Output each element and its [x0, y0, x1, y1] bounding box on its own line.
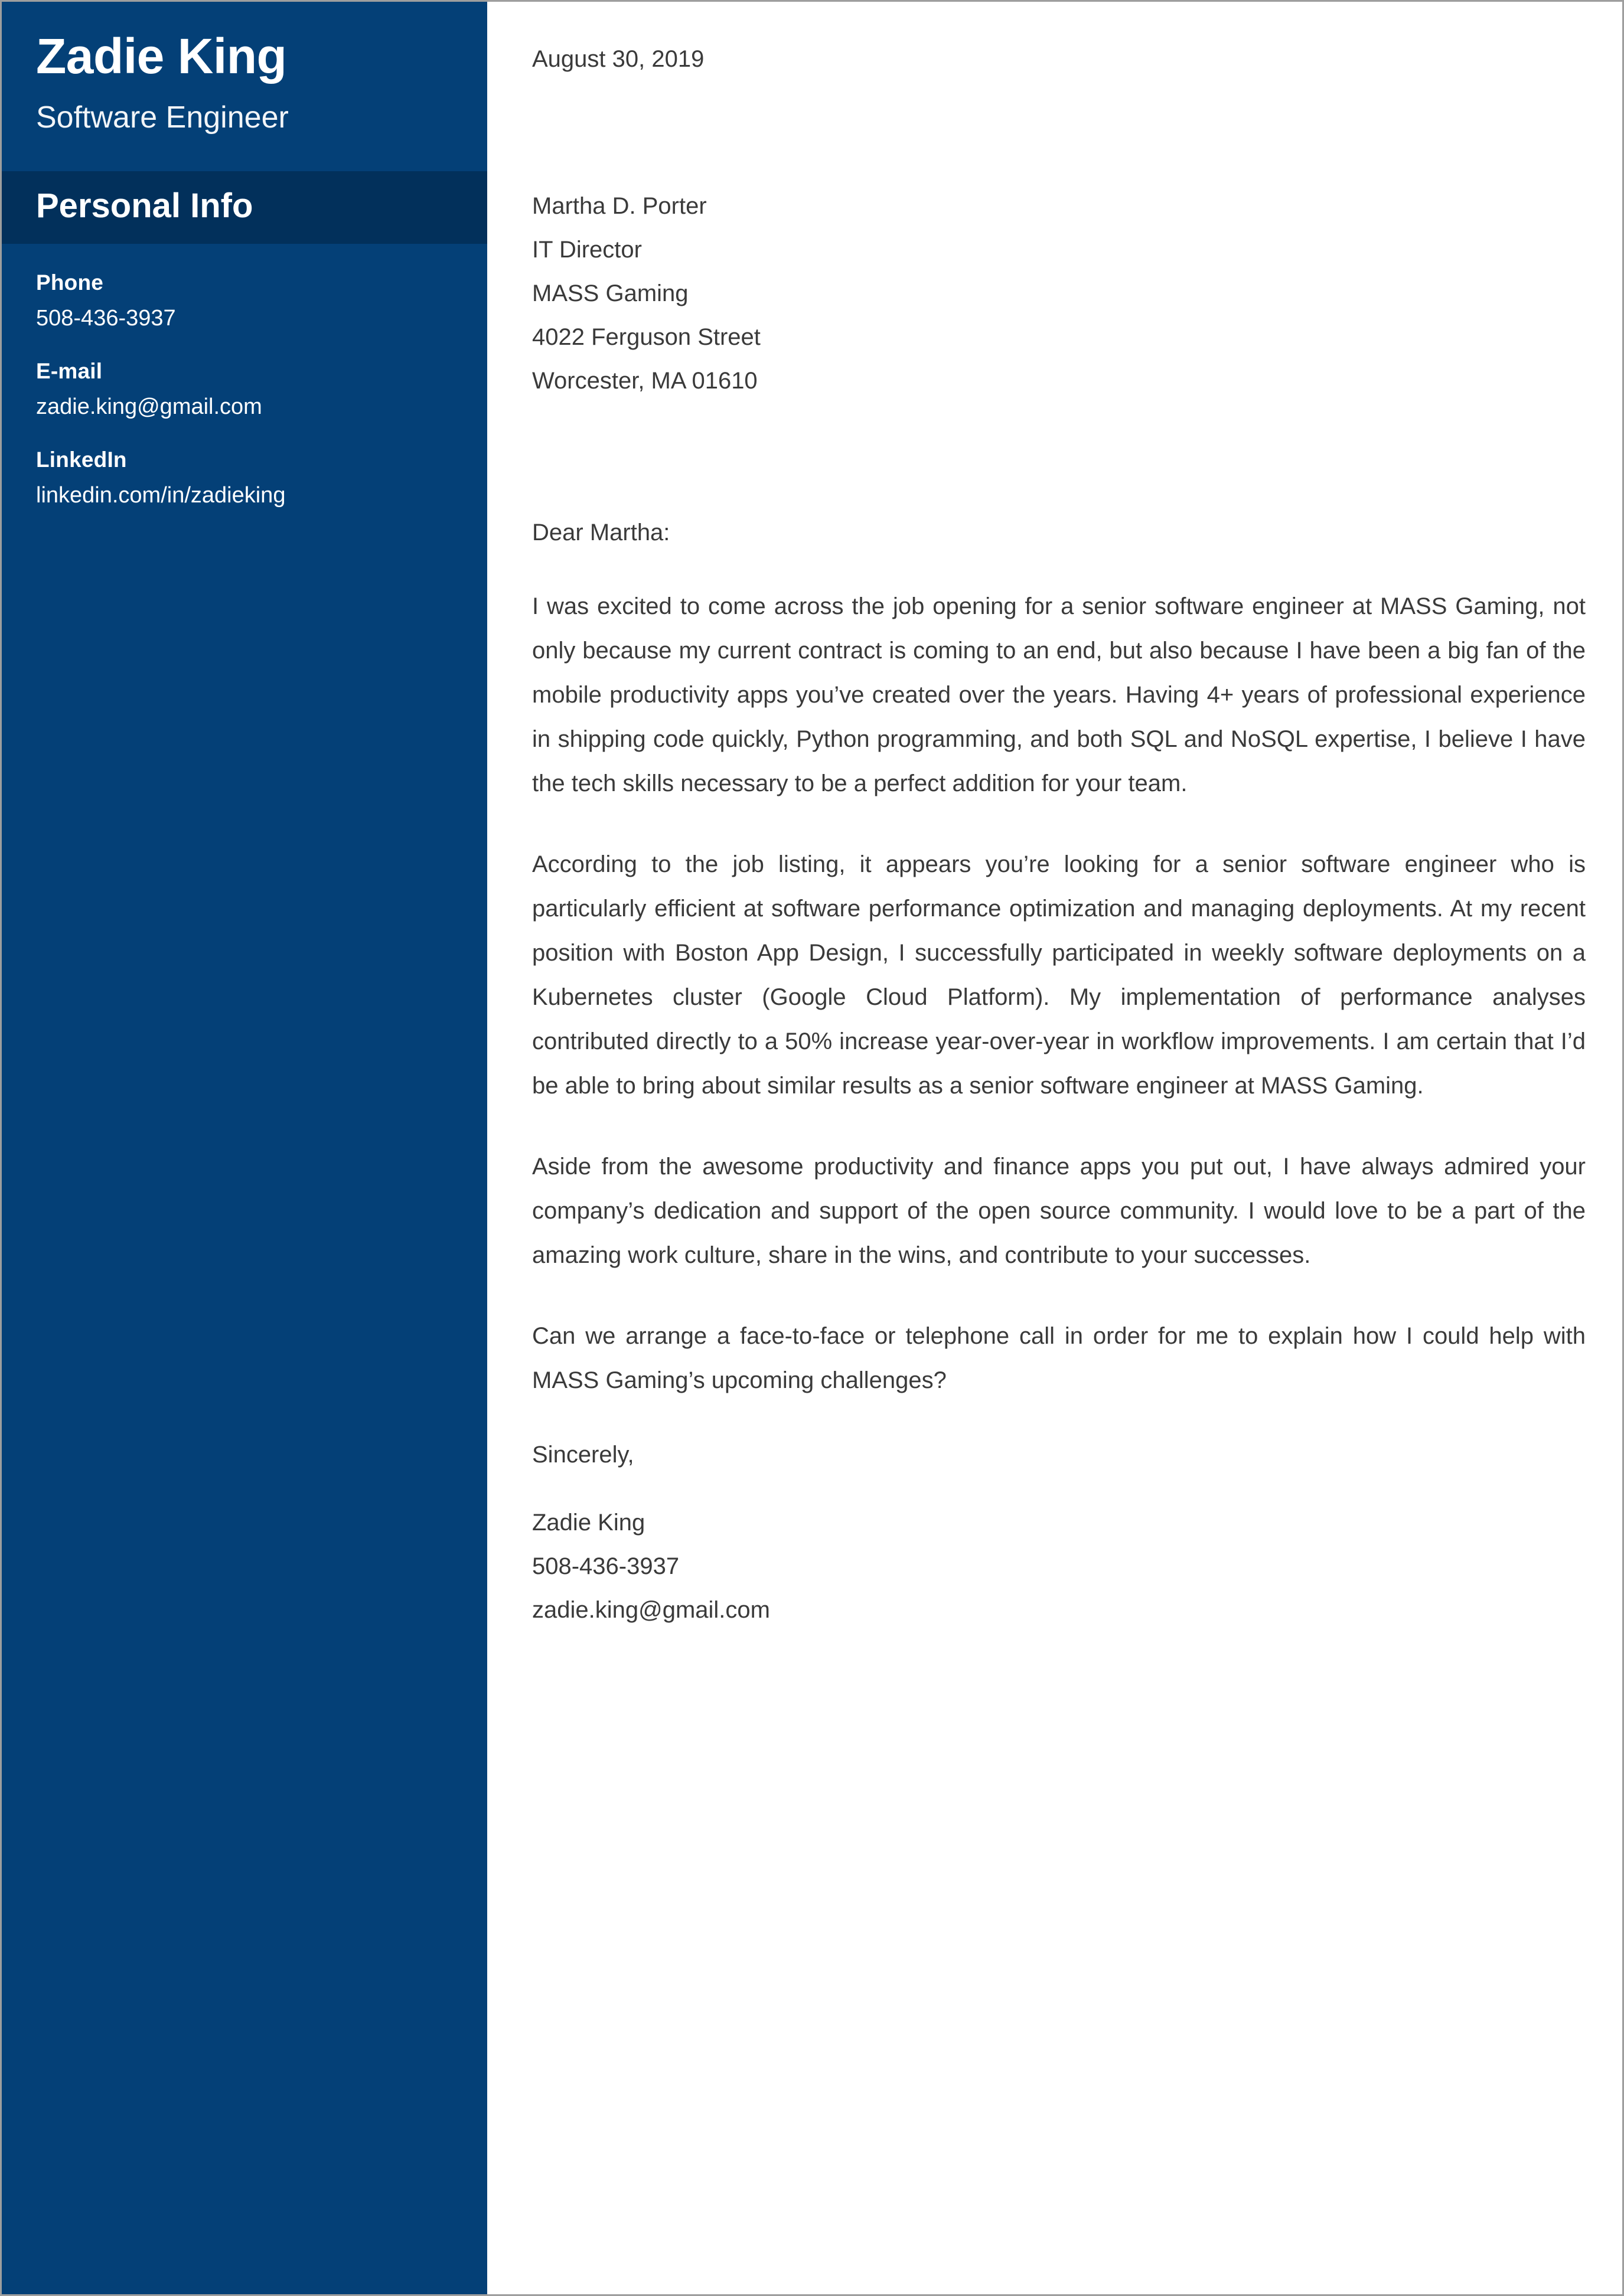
body-paragraph-3: Aside from the awesome productivity and finance apps you put out, I have always admired your company’s dedication and support of the open source community. I would love to be a part of the amazing work culture, share in the wins, and contribute to your successes.: [532, 1154, 1586, 1268]
signature-phone[interactable]: 508-436-3937: [532, 1553, 680, 1579]
body-paragraph-4: Can we arrange a face-to-face or telephone call in order for me to explain how I could help with MASS Gaming’s upcoming challenges?: [532, 1323, 1586, 1393]
recipient-address-block: [532, 184, 1586, 403]
contact-value-phone[interactable]: 508-436-3937: [36, 306, 176, 331]
closing-salutation: Sincerely,: [532, 1442, 634, 1468]
recipient-company: MASS Gaming: [532, 280, 689, 306]
recipient-street: 4022 Ferguson Street: [532, 324, 761, 350]
letter-date: August 30, 2019: [532, 46, 705, 72]
contact-item-phone: [36, 270, 453, 332]
contact-value-linkedin[interactable]: linkedin.com/in/zadieking: [36, 483, 286, 508]
sidebar: [2, 2, 487, 2294]
body-paragraph-2: According to the job listing, it appears you’re looking for a senior software engineer who is particularly efficient at software performance optimization and managing deployments. At my recent position with Boston App Design, I successfully participated in weekly software deployments on a Kubernetes cluster (Google Cloud Platform). My implementation of performance analyses contributed directly to a 50% increase year-over-year in workflow improvements. I am certain that I’d be able to bring about similar results as a senior software engineer at MASS Gaming.: [532, 851, 1586, 1099]
contact-value-email[interactable]: zadie.king@gmail.com: [36, 394, 262, 420]
personal-info-heading: Personal Info: [36, 187, 253, 226]
recipient-name: Martha D. Porter: [532, 193, 707, 219]
contact-item-linkedin: [36, 447, 453, 510]
personal-info-band: [2, 171, 487, 244]
signature-email[interactable]: zadie.king@gmail.com: [532, 1597, 770, 1623]
signature-block: [532, 1501, 1586, 1632]
contact-label-linkedin: LinkedIn: [36, 448, 127, 472]
contact-label-phone: Phone: [36, 270, 104, 295]
candidate-job-title: Software Engineer: [36, 100, 289, 135]
contact-list: [2, 244, 487, 510]
contact-label-email: E-mail: [36, 359, 103, 384]
recipient-title: IT Director: [532, 237, 642, 263]
signature-name: Zadie King: [532, 1510, 645, 1536]
sidebar-header: [2, 2, 487, 135]
candidate-name: Zadie King: [36, 28, 287, 84]
body-paragraph-1: I was excited to come across the job opening for a senior software engineer at MASS Gaming, not only because my current contract is coming to an end, but also because I have been a big fan of the mobile productivity apps you’ve created over the years. Having 4+ years of professional experience in shipping code quickly, Python programming, and both SQL and NoSQL expertise, I believe I have the tech skills necessary to be a perfect addition for your team.: [532, 593, 1586, 796]
recipient-city-state-zip: Worcester, MA 01610: [532, 368, 758, 394]
letter-content-column: [532, 43, 1586, 1632]
letter-body: [487, 2, 1622, 2294]
contact-item-email: [36, 358, 453, 421]
salutation: Dear Martha:: [532, 520, 670, 546]
